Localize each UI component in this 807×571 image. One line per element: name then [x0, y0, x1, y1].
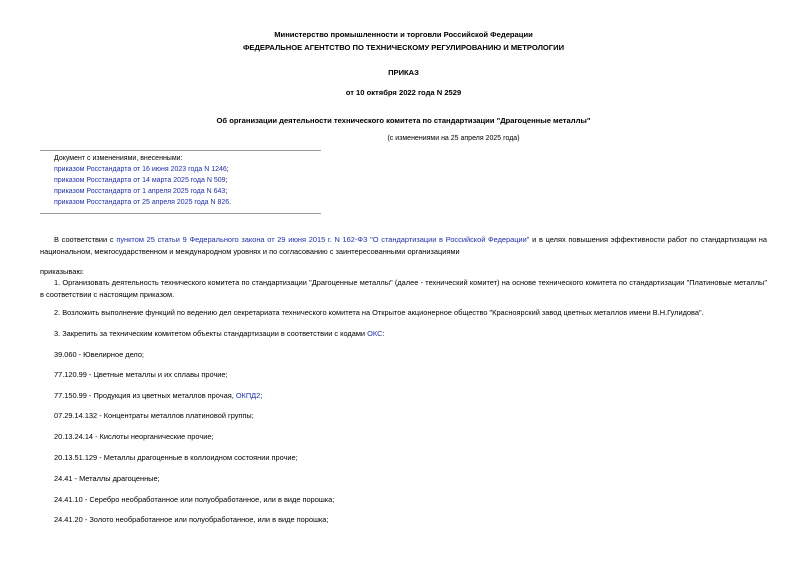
- divider-bottom: [40, 213, 321, 214]
- code-item: 20.13.51.129 - Металлы драгоценные в коллоидном состоянии прочие;: [54, 453, 298, 462]
- document-date-number: от 10 октября 2022 года N 2529: [345, 88, 462, 97]
- paragraph-1: 1. Организовать деятельность технического комитета по стандартизации "Драгоценные металлы" (далее - технический комитет) на основе технического комитета по стандартизации "Платиновые металлы" в соответствии с настоящим приказом.: [40, 278, 767, 299]
- change-item: приказом Росстандарта от 16 июня 2023 года N 1246;: [54, 166, 229, 173]
- code-item: 77.150.99 - Продукция из цветных металлов прочая, ОКПД2;: [54, 391, 263, 400]
- paragraph-2: 2. Возложить выполнение функций по ведению дел секретариата технического комитета на Открытое акционерное общество "Красноярский завод цветных металлов имени В.Н.Гулидова".: [54, 308, 704, 317]
- change-link[interactable]: приказом Росстандарта от 25 апреля 2025 года N 826: [54, 199, 230, 206]
- document-title: Об организации деятельности технического комитета по стандартизации "Драгоценные металлы": [216, 116, 591, 125]
- code-item: 24.41 - Металлы драгоценные;: [54, 474, 160, 483]
- code-item: 39.060 - Ювелирное дело;: [54, 350, 144, 359]
- paragraph-3: 3. Закрепить за техническим комитетом объекты стандартизации в соответствии с кодами ОКС:: [54, 329, 385, 338]
- change-link[interactable]: приказом Росстандарта от 16 июня 2023 года N 1246: [54, 166, 227, 173]
- changes-intro: Документ с изменениями, внесенными:: [54, 155, 183, 162]
- change-item: приказом Росстандарта от 1 апреля 2025 года N 643;: [54, 188, 228, 195]
- changes-block: [54, 153, 231, 208]
- ministry-name: Министерство промышленности и торговли Российской Федерации: [274, 30, 533, 39]
- okpd2-link[interactable]: ОКПД2: [235, 391, 261, 400]
- oks-link[interactable]: ОКС: [367, 329, 383, 338]
- edition-note: (с изменениями на 25 апреля 2025 года): [387, 135, 520, 142]
- code-item: 20.13.24.14 - Кислоты неорганические прочие;: [54, 432, 214, 441]
- change-link[interactable]: приказом Росстандарта от 1 апреля 2025 года N 643: [54, 188, 226, 195]
- change-link[interactable]: приказом Росстандарта от 14 марта 2025 года N 509: [54, 177, 226, 184]
- code-item: 77.120.99 - Цветные металлы и их сплавы прочие;: [54, 370, 228, 379]
- order-word: приказываю:: [40, 267, 84, 276]
- change-item: приказом Росстандарта от 14 марта 2025 года N 509;: [54, 177, 228, 184]
- code-item: 24.41.10 - Серебро необработанное или полуобработанное, или в виде порошка;: [54, 495, 335, 504]
- agency-name: ФЕДЕРАЛЬНОЕ АГЕНТСТВО ПО ТЕХНИЧЕСКОМУ РЕГУЛИРОВАНИЮ И МЕТРОЛОГИИ: [242, 43, 565, 52]
- divider-top: [40, 150, 321, 151]
- document-type: ПРИКАЗ: [388, 68, 419, 77]
- code-item: 07.29.14.132 - Концентраты металлов платиновой группы;: [54, 411, 254, 420]
- code-item: 24.41.20 - Золото необработанное или полуобработанное, или в виде порошка;: [54, 515, 329, 524]
- federal-law-link[interactable]: пунктом 25 статьи 9 Федерального закона от 29 июня 2015 г. N 162-ФЗ "О стандартизации в Российской Федерации": [116, 235, 530, 244]
- change-item: приказом Росстандарта от 25 апреля 2025 года N 826.: [54, 199, 232, 206]
- preamble-paragraph: В соответствии с пунктом 25 статьи 9 Федерального закона от 29 июня 2015 г. N 162-ФЗ "О стандартизации в Российской Федерации" и в целях повышения эффективности работ по стандартизации на национальном, межгосударственном и международном уровнях и по согласованию с заинтересованными организациями: [40, 235, 767, 256]
